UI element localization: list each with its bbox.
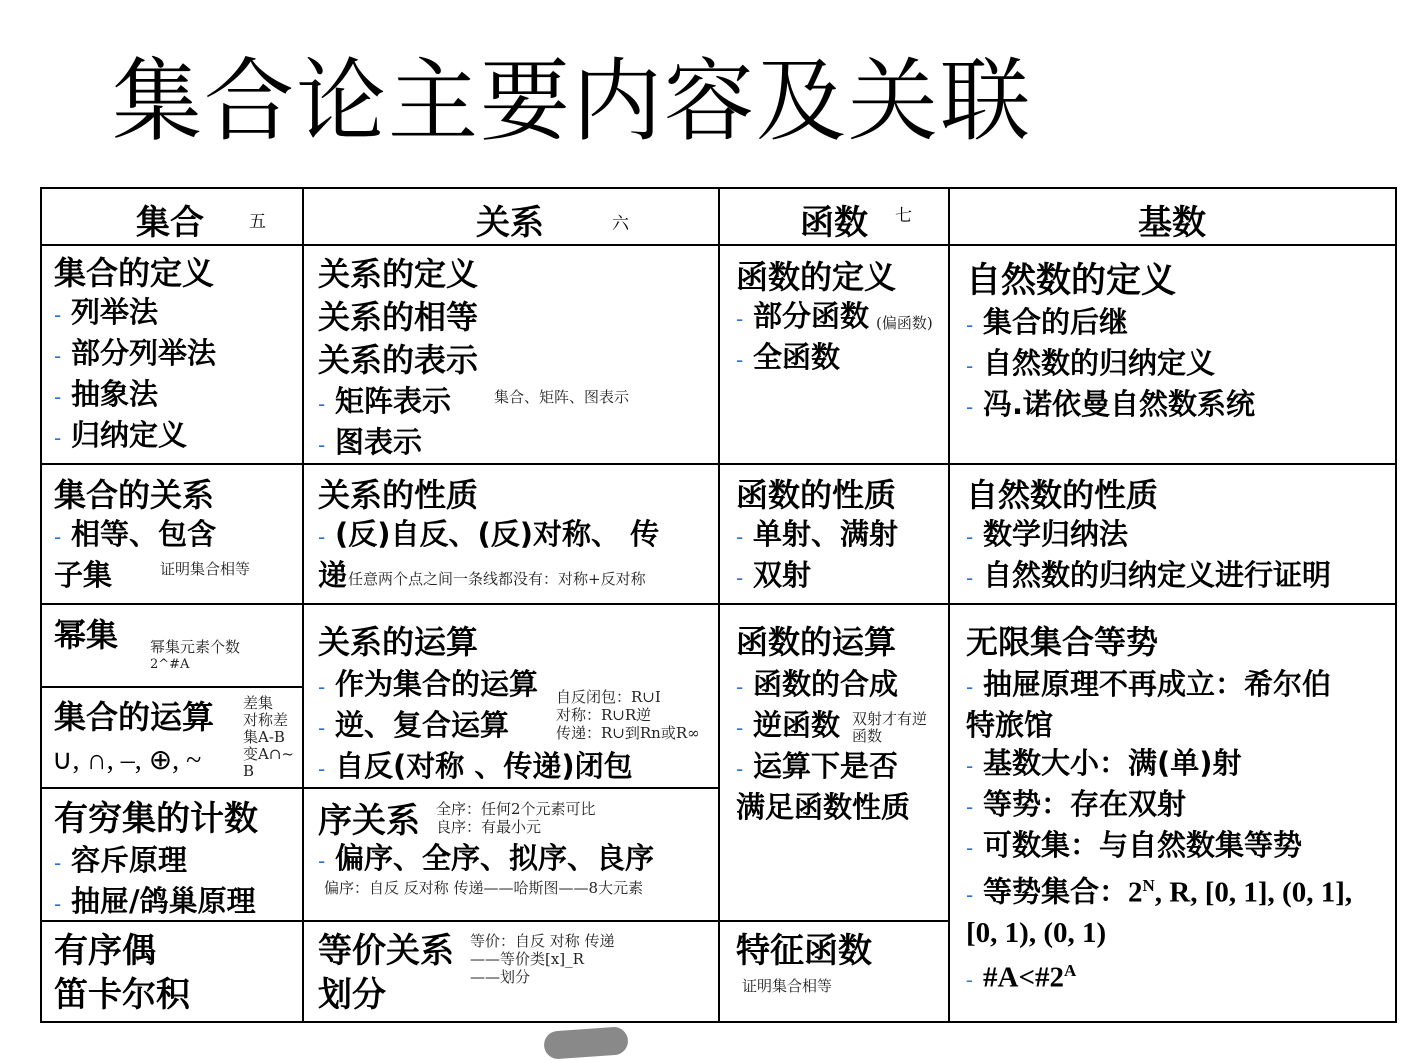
bullet-dash-icon: -	[966, 675, 974, 699]
list-item: - 归纳定义	[54, 416, 216, 457]
row-divider	[40, 463, 1397, 465]
cell-heading: 笛卡尔积	[54, 975, 190, 1015]
bullet-dash-icon: -	[966, 754, 974, 778]
cell-heading-order-relation: 序关系	[318, 801, 420, 841]
row-divider	[40, 244, 1397, 246]
list-item: - 等势集合：$2^N$, R, [0, 1], (0, 1],	[966, 867, 1352, 914]
annotation-note: 差集	[243, 694, 274, 712]
annotation-note: 良序：有最小元	[436, 818, 542, 836]
annotation-note: 函数	[852, 727, 883, 745]
annotation-note: ——划分	[470, 968, 531, 986]
list-item: - 作为集合的运算	[318, 665, 633, 706]
bullet-dash-icon: -	[318, 849, 326, 873]
bullet-dash-icon: -	[966, 395, 974, 419]
cell-heading-characteristic-function: 特征函数	[736, 931, 872, 971]
cell-heading: 无限集合等势	[966, 623, 1159, 661]
cell-heading: 关系的性质	[318, 476, 479, 514]
bullet-dash-icon: -	[736, 566, 744, 590]
bullet-dash-icon: -	[318, 392, 326, 416]
cell-heading: 集合的关系	[54, 476, 215, 514]
list-item-continuation: 满足函数性质	[736, 790, 911, 824]
bullet-dash-icon: -	[736, 525, 744, 549]
annotation-note: 2^#A	[150, 657, 190, 672]
cell-heading: 函数的性质	[736, 476, 897, 514]
bullet-dash-icon: -	[736, 307, 744, 331]
bullet-dash-icon: -	[966, 354, 974, 378]
list-item: - 函数的合成	[736, 665, 910, 706]
cell-set-definition	[54, 253, 216, 457]
page-title: 集合论主要内容及关联	[112, 49, 1032, 154]
annotation-note: 偏序：自反 反对称 传递——哈斯图——8大元素	[324, 879, 644, 897]
cell-function-definition	[736, 257, 896, 379]
bullet-dash-icon: -	[966, 525, 974, 549]
list-item: - 抽屉/鸽巢原理	[54, 882, 258, 923]
list-item: - 矩阵表示	[318, 382, 478, 423]
cell-function-properties	[736, 475, 898, 597]
bullet-dash-icon: -	[54, 892, 62, 916]
annotation-note: 传递：R∪到Rn或R∞	[556, 724, 700, 742]
list-item: - 全函数	[736, 338, 896, 379]
cell-ordered-pair	[54, 929, 190, 1017]
list-item: - 自然数的归纳定义	[966, 344, 1255, 385]
table-border-left	[40, 187, 42, 1023]
bullet-dash-icon: -	[318, 716, 326, 740]
column-divider	[718, 187, 720, 1023]
bullet-dash-icon: -	[54, 426, 62, 450]
table-border-right	[1395, 187, 1397, 1023]
header-cardinal: 基数	[1138, 203, 1206, 243]
annotation-note: 集合、矩阵、图表示	[494, 388, 630, 406]
column-divider	[948, 187, 950, 1023]
list-item-continuation: 递	[318, 558, 348, 592]
bullet-dash-icon: -	[966, 795, 974, 819]
list-item: - 逆函数	[736, 706, 910, 747]
annotation-note: 自反闭包：R∪I	[556, 688, 661, 706]
cell-heading: 关系的相等	[318, 298, 479, 336]
cell-heading: 函数的定义	[736, 258, 897, 296]
cell-heading: 划分	[318, 975, 386, 1015]
list-item: - 部分列举法	[54, 334, 216, 375]
list-item: - 数学归纳法	[966, 515, 1331, 556]
highlight-smear	[543, 1026, 629, 1060]
cell-heading: 自然数的定义	[966, 261, 1177, 301]
annotation-note: B	[243, 762, 255, 780]
header-set: 集合	[136, 203, 204, 243]
header-relation: 关系	[476, 203, 544, 243]
list-item: - 容斥原理	[54, 841, 258, 882]
cell-heading: 关系的定义	[318, 255, 479, 293]
content-table	[40, 187, 1397, 1023]
list-item-continuation: [0, 1), (0, 1)	[966, 916, 1107, 949]
cell-natural-number-definition	[966, 259, 1255, 426]
cell-finite-set-counting	[54, 797, 258, 923]
column-divider	[302, 187, 304, 1023]
list-item-continuation: 特旅馆	[966, 708, 1054, 742]
annotation-note: 集A-B	[243, 728, 285, 746]
bullet-dash-icon: -	[54, 303, 62, 327]
bullet-dash-icon: -	[318, 433, 326, 457]
list-item: - 抽象法	[54, 375, 216, 416]
annotation-note: (偏函数)	[876, 314, 933, 332]
list-item: - 单射、满射	[736, 515, 898, 556]
bullet-dash-icon: -	[54, 851, 62, 875]
cell-heading: 集合的定义	[54, 254, 215, 292]
annotation-note: 双射才有逆	[852, 710, 928, 728]
annotation-note: 全序：任何2个元素可比	[436, 800, 596, 818]
bullet-dash-icon: -	[966, 566, 974, 590]
list-item: - 逆、复合运算	[318, 706, 633, 747]
list-item: - 部分函数	[736, 297, 896, 338]
bullet-dash-icon: -	[736, 348, 744, 372]
annotation-note: 证明集合相等	[742, 977, 833, 995]
annotation-note: ——等价类[x]_R	[470, 950, 584, 968]
set-operation-symbols: ∪, ∩, –, ⊕, ~	[52, 745, 202, 776]
list-item: - 运算下是否	[736, 747, 910, 788]
cell-heading: 有序偶	[54, 931, 156, 971]
bullet-dash-icon: -	[966, 882, 974, 907]
list-item: - 等势：存在双射	[966, 785, 1352, 826]
list-item: - 列举法	[54, 293, 216, 334]
list-item: - (反)自反、(反)对称、 传	[318, 515, 659, 556]
list-item-continuation: 子集	[54, 558, 113, 592]
bullet-dash-icon: -	[736, 716, 744, 740]
annotation-note: 等价：自反 对称 传递	[470, 932, 615, 950]
list-item: - 相等、包含	[54, 515, 216, 556]
list-item: - 偏序、全序、拟序、良序	[318, 839, 654, 880]
cell-natural-number-properties	[966, 475, 1331, 597]
annotation-note: 任意两个点之间一条线都没有：对称+反对称	[348, 570, 646, 588]
cell-heading-powerset: 幂集	[54, 616, 119, 654]
list-item: - 自然数的归纳定义进行证明	[966, 556, 1331, 597]
bullet-dash-icon: -	[318, 675, 326, 699]
row-divider	[40, 686, 302, 688]
row-divider	[40, 603, 1397, 605]
cell-heading: 有穷集的计数	[54, 799, 258, 839]
list-item: - 集合的后继	[966, 303, 1255, 344]
cell-infinite-set-equipotence	[966, 619, 1352, 999]
cell-heading: 等价关系	[318, 931, 454, 971]
cell-equivalence-relation	[318, 929, 454, 1017]
cell-heading: 关系的表示	[318, 341, 479, 379]
bullet-dash-icon: -	[54, 385, 62, 409]
annotation-note: 幂集元素个数	[150, 638, 241, 656]
bullet-dash-icon: -	[318, 757, 326, 781]
list-item: - 冯.诺依曼自然数系统	[966, 385, 1255, 426]
bullet-dash-icon: -	[966, 313, 974, 337]
bullet-dash-icon: -	[54, 525, 62, 549]
cell-relation-definition	[318, 253, 478, 464]
bullet-dash-icon: -	[54, 344, 62, 368]
header-function-note: 七	[895, 206, 912, 226]
cell-heading: 自然数的性质	[966, 476, 1159, 514]
bullet-dash-icon: -	[966, 836, 974, 860]
bullet-dash-icon: -	[318, 525, 326, 549]
header-set-note: 五	[249, 212, 266, 232]
annotation-note: 证明集合相等	[160, 560, 251, 578]
list-item: - 可数集：与自然数集等势	[966, 826, 1352, 867]
bullet-dash-icon: -	[966, 969, 973, 992]
cell-heading: 关系的运算	[318, 623, 479, 661]
list-item: - 图表示	[318, 423, 478, 464]
list-item: - 自反(对称 、传递)闭包	[318, 747, 633, 788]
annotation-note: 对称差	[243, 711, 289, 729]
list-item: - 双射	[736, 556, 898, 597]
list-item: - 抽屉原理不再成立：希尔伯	[966, 665, 1352, 706]
cell-heading: 函数的运算	[736, 623, 897, 661]
header-relation-note: 六	[612, 214, 629, 234]
bullet-dash-icon: -	[736, 757, 744, 781]
list-item: - 基数大小：满(单)射	[966, 744, 1352, 785]
bullet-dash-icon: -	[736, 675, 744, 699]
header-function: 函数	[800, 203, 868, 243]
cell-heading-set-operations: 集合的运算	[54, 698, 215, 736]
annotation-note: 对称：R∪R逆	[556, 706, 652, 724]
annotation-note: 变A∩~	[243, 745, 294, 763]
list-item: - $\#A<\#2^A$	[966, 952, 1352, 1000]
